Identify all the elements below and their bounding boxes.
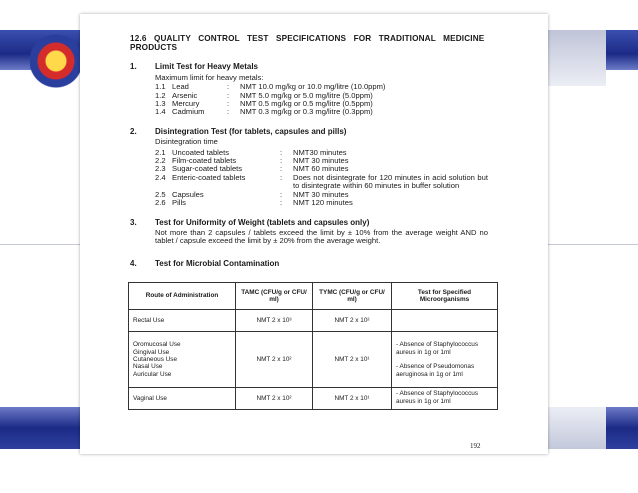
- disintegration-list: [155, 149, 488, 208]
- table-cell: NMT 2 x 10¹: [313, 332, 392, 388]
- table-cell: Vaginal Use: [129, 388, 236, 410]
- table-cell: - Absence of Staphylococcus aureus in 1g or 1ml: [392, 388, 498, 410]
- list-item: 2.1 Uncoated tablets : NMT30 minutes: [155, 147, 347, 157]
- table-cell: NMT 2 x 10²: [236, 388, 313, 410]
- table-cell: - Absence of Staphylococcus aureus in 1g or 1ml - Absence of Pseudomonas aeruginosa in 1g or 1ml: [392, 332, 498, 388]
- heavy-metal-list: [155, 83, 488, 117]
- column-header: TYMC (CFU/g or CFU/ ml): [313, 283, 392, 310]
- section-intro: Maximum limit for heavy metals:: [155, 72, 264, 82]
- section-paragraph: Not more than 2 capsules / tablets exceed the limit by ± 10% from the average weight AND no tablet / capsule exceed the limit by ± 20% from the average weight.: [155, 227, 488, 246]
- table-cell: Oromucosal Use Gingival Use Cutaneous Use Nasal Use Auricular Use: [129, 332, 236, 388]
- table-cell: NMT 2 x 10¹: [313, 388, 392, 410]
- section-disintegration: [130, 128, 488, 208]
- section-microbial: [130, 260, 488, 270]
- section-heading: Disintegration Test (for tablets, capsules and pills): [155, 126, 347, 136]
- section-intro: Disintegration time: [155, 137, 218, 147]
- table-cell: NMT 2 x 10²: [236, 332, 313, 388]
- section-number: 2.: [130, 126, 137, 136]
- section-number: 4.: [130, 258, 137, 268]
- list-item: 1.4 Cadmium : NMT 0.3 mg/kg or 0.3 mg/litre (0.3ppm): [155, 107, 373, 117]
- section-number: 3.: [130, 217, 137, 227]
- list-item: 2.2 Film-coated tablets : NMT 30 minutes: [155, 156, 349, 166]
- emblem-logo: [30, 34, 82, 94]
- table-row: [129, 310, 498, 332]
- list-item: 2.5 Capsules : NMT 30 minutes: [155, 189, 349, 199]
- table-row: [129, 388, 498, 410]
- section-number: 1.: [130, 62, 137, 72]
- list-item: 1.1 Lead : NMT 10.0 mg/kg or 10.0 mg/litre (10.0ppm): [155, 82, 386, 92]
- section-heavy-metals: [130, 63, 488, 116]
- list-item: 2.4 Enteric-coated tablets : Does not disintegrate for 120 minutes in acid solution but to disintegrate within 60 minutes in buffer solution: [155, 172, 488, 191]
- section-heading: Test for Microbial Contamination: [155, 258, 280, 268]
- column-header: TAMC (CFU/g or CFU/ ml): [236, 283, 313, 310]
- table-cell: NMT 2 x 10²: [313, 310, 392, 332]
- column-header: Test for Specified Microorganisms: [392, 283, 498, 310]
- slide-decoration-bottom-right: [546, 407, 606, 449]
- section-heading: Limit Test for Heavy Metals: [155, 62, 258, 72]
- table-cell: NMT 2 x 10³: [236, 310, 313, 332]
- list-item: 2.6 Pills : NMT 120 minutes: [155, 198, 353, 208]
- document-page: [80, 14, 548, 454]
- document-title: 12.6 QUALITY CONTROL TEST SPECIFICATIONS FOR TRADITIONAL MEDICINE PRODUCTS: [130, 34, 485, 53]
- list-item: 2.3 Sugar-coated tablets : NMT 60 minutes: [155, 164, 349, 174]
- section-heading: Test for Uniformity of Weight (tablets and capsules only): [155, 217, 370, 227]
- table-cell: Rectal Use: [129, 310, 236, 332]
- page-number: 192: [470, 442, 481, 450]
- list-item: 1.2 Arsenic : NMT 5.0 mg/kg or 5.0 mg/litre (5.0ppm): [155, 90, 373, 100]
- slide-decoration-top-right: [546, 30, 606, 86]
- table-row: [129, 332, 498, 388]
- document-content: [130, 34, 488, 410]
- column-header: Route of Administration: [129, 283, 236, 310]
- section-uniformity: [130, 219, 488, 246]
- table-header-row: [129, 283, 498, 310]
- microbial-limits-table: [128, 282, 498, 410]
- list-item: 1.3 Mercury : NMT 0.5 mg/kg or 0.5 mg/litre (0.5ppm): [155, 99, 373, 109]
- table-cell: [392, 310, 498, 332]
